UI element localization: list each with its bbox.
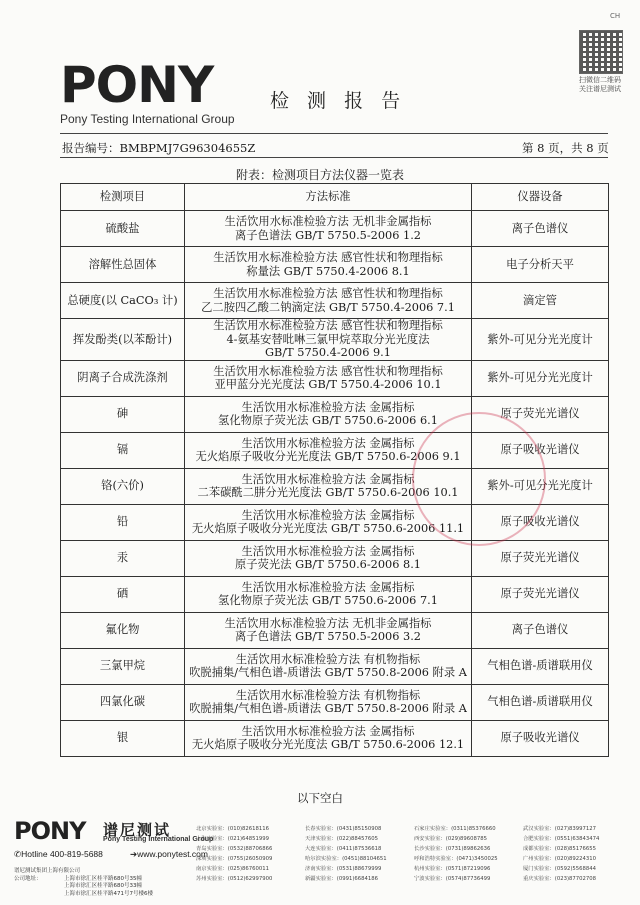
method-line: 氢化物原子荧光法 GB/T 5750.6-2006 6.1 bbox=[218, 414, 438, 427]
method-line: 生活饮用水标准检验方法 感官性状和物理指标 bbox=[213, 319, 443, 332]
address-prefix: 公司地址： bbox=[14, 875, 42, 882]
lab-contact: 广州实验室：(020)89224310 bbox=[523, 856, 596, 862]
method-line: 离子色谱法 GB/T 5750.5-2006 1.2 bbox=[235, 228, 421, 242]
method-standard bbox=[185, 576, 472, 612]
test-item: 砷 bbox=[61, 396, 185, 432]
instrument: 原子荧光光谱仪 bbox=[472, 396, 609, 432]
lab-contact: 深圳实验室：(0755)26050909 bbox=[196, 856, 273, 862]
method-line: 亚甲蓝分光光度法 GB/T 5750.4-2006 10.1 bbox=[214, 378, 442, 391]
page-title: 检 测 报 告 bbox=[270, 90, 407, 112]
method-line: 生活饮用水标准检验方法 感官性状和物理指标 bbox=[213, 251, 443, 264]
method-standard bbox=[185, 684, 472, 720]
lab-contact: 武汉实验室：(027)83997127 bbox=[523, 826, 596, 832]
method-line: 无火焰原子吸收分光光度法 GB/T 5750.6-2006 9.1 bbox=[195, 450, 461, 463]
instrument: 紫外-可见分光光度计 bbox=[472, 319, 609, 361]
corner-mark: CH bbox=[610, 12, 621, 20]
method-line: 无火焰原子吸收分光光度法 GB/T 5750.6-2006 11.1 bbox=[191, 522, 465, 535]
method-line: 称量法 GB/T 5750.4-2006 8.1 bbox=[246, 264, 410, 278]
method-standard bbox=[185, 504, 472, 540]
instrument: 原子吸收光谱仪 bbox=[472, 720, 609, 756]
table-row bbox=[61, 720, 609, 756]
instrument: 原子吸收光谱仪 bbox=[472, 432, 609, 468]
method-standard bbox=[185, 648, 472, 684]
instrument: 原子荧光光谱仪 bbox=[472, 576, 609, 612]
method-line: 生活饮用水标准检验方法 金属指标 bbox=[241, 436, 415, 450]
method-line: 生活饮用水标准检验方法 金属指标 bbox=[241, 724, 415, 738]
qr-code-icon bbox=[579, 30, 623, 74]
test-item: 溶解性总固体 bbox=[61, 247, 185, 283]
test-item: 挥发酚类(以苯酚计) bbox=[61, 319, 185, 361]
instrument: 气相色谱-质谱联用仪 bbox=[472, 648, 609, 684]
method-line: 原子荧光法 GB/T 5750.6-2006 8.1 bbox=[235, 558, 421, 571]
method-standard bbox=[185, 612, 472, 648]
report-number: 报告编号：BMBPMJ7G96304655Z bbox=[62, 141, 256, 155]
logo-subtitle: Pony Testing International Group bbox=[60, 112, 235, 126]
table-row bbox=[61, 319, 609, 361]
lab-contact: 长沙实验室：(0731)89862636 bbox=[414, 846, 491, 852]
table-row bbox=[61, 504, 609, 540]
test-item: 铬(六价) bbox=[61, 468, 185, 504]
lab-contact: 西安实验室：(029)89608785 bbox=[414, 836, 487, 842]
hotline: ✆Hotline 400-819-5688 bbox=[14, 849, 103, 859]
method-line: 生活饮用水标准检验方法 金属指标 bbox=[241, 400, 415, 414]
lab-contact: 济南实验室：(0531)88679999 bbox=[305, 866, 382, 872]
table-row bbox=[61, 648, 609, 684]
end-note: 以下空白 bbox=[297, 791, 343, 805]
lab-contact: 重庆实验室：(023)87702708 bbox=[523, 876, 596, 882]
method-line: 生活饮用水标准检验方法 感官性状和物理指标 bbox=[213, 364, 443, 378]
method-line: 无火焰原子吸收分光光度法 GB/T 5750.6-2006 12.1 bbox=[191, 738, 465, 751]
method-standard bbox=[185, 468, 472, 504]
method-line: 生活饮用水标准检验方法 金属指标 bbox=[241, 508, 415, 522]
method-line: 离子色谱法 GB/T 5750.5-2006 3.2 bbox=[235, 630, 421, 643]
method-line: 生活饮用水标准检验方法 有机物指标 bbox=[235, 652, 421, 666]
test-item: 硒 bbox=[61, 576, 185, 612]
instrument: 气相色谱-质谱联用仪 bbox=[472, 684, 609, 720]
method-line: 生活饮用水标准检验方法 感官性状和物理指标 bbox=[213, 287, 443, 300]
divider bbox=[60, 157, 608, 158]
test-item: 汞 bbox=[61, 540, 185, 576]
test-item: 铅 bbox=[61, 504, 185, 540]
divider bbox=[60, 133, 608, 134]
test-item: 三氯甲烷 bbox=[61, 648, 185, 684]
lab-contact: 青岛实验室：(0532)88706866 bbox=[196, 846, 273, 852]
table-row bbox=[61, 576, 609, 612]
website-link[interactable]: ➔www.ponytest.com bbox=[130, 849, 208, 859]
method-standard bbox=[185, 432, 472, 468]
method-standard bbox=[185, 396, 472, 432]
lab-contact: 呼和浩特实验室：(0471)3450025 bbox=[414, 856, 498, 862]
table-row bbox=[61, 540, 609, 576]
method-standard bbox=[185, 319, 472, 361]
pony-logo: PONY bbox=[60, 56, 214, 114]
method-standard bbox=[185, 211, 472, 247]
lab-contact: 合肥实验室：(0551)63843474 bbox=[523, 836, 600, 842]
method-line: 生活饮用水标准检验方法 有机物指标 bbox=[235, 688, 421, 702]
method-line: 生活饮用水标准检验方法 无机非金属指标 bbox=[224, 616, 432, 630]
test-item: 四氯化碳 bbox=[61, 684, 185, 720]
lab-contact: 杭州实验室：(0571)87219096 bbox=[414, 866, 491, 872]
lab-contacts bbox=[196, 824, 628, 884]
lab-contact: 大连实验室：(0411)87536618 bbox=[305, 846, 382, 852]
table-row bbox=[61, 247, 609, 283]
lab-contact: 天津实验室：(022)88457605 bbox=[305, 836, 378, 842]
table-row bbox=[61, 432, 609, 468]
method-line: 乙二胺四乙酸二钠滴定法 GB/T 5750.4-2006 7.1 bbox=[201, 300, 455, 314]
instrument: 电子分析天平 bbox=[472, 247, 609, 283]
lab-contact: 南京实验室：(025)86760011 bbox=[196, 866, 269, 872]
method-standard bbox=[185, 720, 472, 756]
table-row bbox=[61, 360, 609, 396]
lab-contact: 厦门实验室：(0592)5568844 bbox=[523, 866, 596, 872]
address-line: 上海市徐汇区桂平路471号7号楼6楼 bbox=[64, 890, 153, 897]
lab-contact: 新疆实验室：(0991)6684186 bbox=[305, 876, 378, 882]
method-line: 生活饮用水标准检验方法 无机非金属指标 bbox=[224, 215, 432, 228]
table-title: 附表：检测项目方法仪器一览表 bbox=[235, 168, 404, 182]
lab-contact: 苏州实验室：(0512)62997900 bbox=[196, 876, 273, 882]
company-address bbox=[14, 868, 153, 898]
table-row bbox=[61, 396, 609, 432]
test-item: 总硬度(以 CaCO₃ 计) bbox=[61, 283, 185, 319]
method-line: 4-氨基安替吡啉三氯甲烷萃取分光光度法 bbox=[226, 332, 430, 346]
address-company: 谱尼测试集团上海有限公司 bbox=[14, 868, 81, 874]
address-line: 上海市徐汇区桂平路680号33幢 bbox=[64, 883, 142, 889]
header-method: 方法标准 bbox=[185, 184, 472, 211]
qr-caption: 扫微信二维码 关注谱尼测试 bbox=[579, 76, 621, 93]
method-line: GB/T 5750.4-2006 9.1 bbox=[265, 346, 391, 359]
method-line: 氢化物原子荧光法 GB/T 5750.6-2006 7.1 bbox=[218, 594, 438, 607]
method-line: 吹脱捕集/气相色谱-质谱法 GB/T 5750.8-2006 附录 A bbox=[189, 666, 467, 679]
table-header-row bbox=[61, 184, 609, 211]
instrument: 紫外-可见分光光度计 bbox=[472, 360, 609, 396]
test-item: 阴离子合成洗涤剂 bbox=[61, 360, 185, 396]
header-item: 检测项目 bbox=[61, 184, 185, 211]
lab-contact: 长春实验室：(0431)85150908 bbox=[305, 826, 382, 832]
header-instrument: 仪器设备 bbox=[472, 184, 609, 211]
lab-contact: 成都实验室：(028)85176655 bbox=[523, 846, 596, 852]
method-standard bbox=[185, 247, 472, 283]
table-row bbox=[61, 612, 609, 648]
table-row bbox=[61, 468, 609, 504]
address-line: 上海市徐汇区桂平路680号35幢 bbox=[64, 875, 142, 882]
method-standard bbox=[185, 540, 472, 576]
lab-contact: 宁波实验室：(0574)87736499 bbox=[414, 876, 491, 882]
footer-logo: PONY bbox=[14, 817, 86, 845]
table-row bbox=[61, 283, 609, 319]
lab-contact: 哈尔滨实验室：(0451)88104651 bbox=[305, 856, 387, 862]
instrument: 滴定管 bbox=[472, 283, 609, 319]
table-row bbox=[61, 684, 609, 720]
test-item: 氟化物 bbox=[61, 612, 185, 648]
method-line: 生活饮用水标准检验方法 金属指标 bbox=[241, 544, 415, 558]
lab-contact: 上海实验室：(021)64851999 bbox=[196, 836, 269, 842]
method-line: 吹脱捕集/气相色谱-质谱法 GB/T 5750.8-2006 附录 A bbox=[189, 702, 467, 715]
instrument: 离子色谱仪 bbox=[472, 612, 609, 648]
method-standard bbox=[185, 283, 472, 319]
method-line: 生活饮用水标准检验方法 金属指标 bbox=[241, 580, 415, 594]
table-row bbox=[61, 211, 609, 247]
footer-logo-cn: 谱尼测试 bbox=[103, 821, 172, 839]
method-line: 生活饮用水标准检验方法 金属指标 bbox=[241, 472, 415, 486]
method-line: 二苯碳酰二肼分光光度法 GB/T 5750.6-2006 10.1 bbox=[197, 486, 459, 499]
page-number: 第 8 页，共 8 页 bbox=[522, 141, 609, 155]
instrument: 紫外-可见分光光度计 bbox=[472, 468, 609, 504]
footer-logo-en: Pony Testing International Group bbox=[103, 836, 214, 843]
instrument: 离子色谱仪 bbox=[472, 211, 609, 247]
test-item: 硫酸盐 bbox=[61, 211, 185, 247]
method-table bbox=[60, 183, 609, 757]
test-item: 镉 bbox=[61, 432, 185, 468]
test-item: 银 bbox=[61, 720, 185, 756]
lab-contact: 北京实验室：(010)82618116 bbox=[196, 826, 269, 832]
method-standard bbox=[185, 360, 472, 396]
instrument: 原子荧光光谱仪 bbox=[472, 540, 609, 576]
instrument: 原子吸收光谱仪 bbox=[472, 504, 609, 540]
lab-contact: 石家庄实验室：(0311)85376660 bbox=[414, 826, 496, 832]
